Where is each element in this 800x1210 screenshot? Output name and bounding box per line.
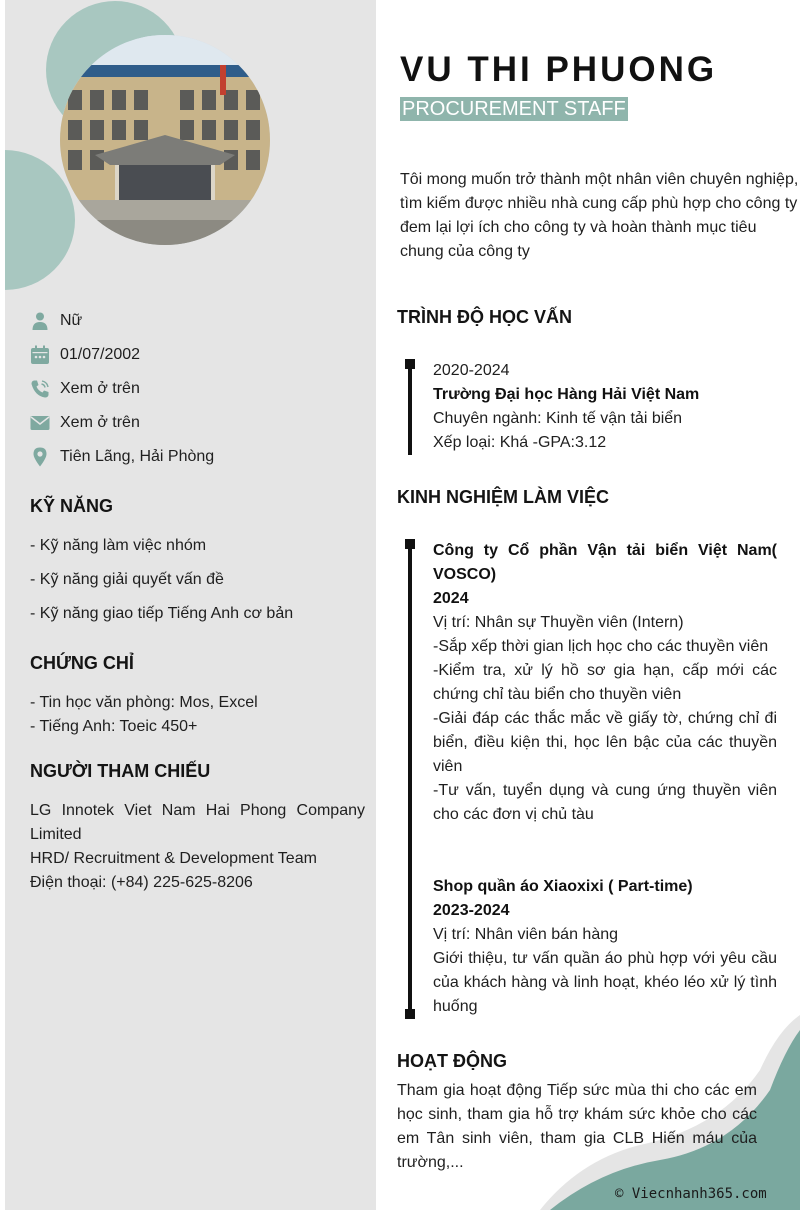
- reference-title: NGƯỜI THAM CHIẾU: [30, 761, 211, 781]
- skill-item: - Kỹ năng giao tiếp Tiếng Anh cơ bản: [30, 605, 294, 622]
- experience-task: Giới thiệu, tư vấn quần áo phù hợp với yêu cầu của khách hàng và linh hoạt, khéo léo xử lý tình huống: [433, 950, 777, 1015]
- experience-task: -Tư vấn, tuyển dụng và cung ứng thuyền viên cho các đơn vị chủ tàu: [433, 782, 777, 823]
- experience-entry: [433, 539, 777, 827]
- experience-year: 2024: [433, 590, 469, 607]
- education-entry: [433, 359, 778, 455]
- experience-task: -Giải đáp các thắc mắc về giấy tờ, chứng chỉ đi biển, điều kiện thi, học lên bậc của các thuyền viên: [433, 710, 777, 775]
- activities-text: Tham gia hoạt động Tiếp sức mùa thi cho các em học sinh, tham gia hỗ trợ khám sức khỏe cho các em Tân sinh viên, tham gia CLB Hiến máu của trường,...: [397, 1082, 757, 1171]
- info-email: [30, 406, 360, 440]
- experience-task: -Kiểm tra, xử lý hồ sơ gia hạn, cấp mới các chứng chỉ tàu biển cho thuyền viên: [433, 662, 777, 703]
- reference-team: HRD/ Recruitment & Development Team: [30, 850, 317, 867]
- phone-text: Xem ở trên: [60, 380, 140, 397]
- education-grade: Xếp loại: Khá -GPA:3.12: [433, 434, 607, 451]
- timeline-line: [408, 542, 412, 1014]
- experience-title: KINH NGHIỆM LÀM VIỆC: [397, 487, 610, 507]
- copyright-text: © Viecnhanh365.com: [615, 1186, 767, 1202]
- experience-company: Công ty Cổ phần Vận tải biển Việt Nam( VOSCO): [433, 542, 777, 583]
- person-icon: [30, 311, 50, 331]
- sidebar: [5, 0, 376, 1210]
- experience-position: Vị trí: Nhân viên bán hàng: [433, 926, 619, 943]
- experience-entry: [433, 875, 777, 1019]
- education-school: Trường Đại học Hàng Hải Việt Nam: [433, 386, 700, 403]
- reference-section: [30, 761, 365, 895]
- gender-text: Nữ: [60, 312, 83, 329]
- experience-task: -Sắp xếp thời gian lịch học cho các thuyền viên: [433, 638, 769, 655]
- birthday-text: 01/07/2002: [60, 346, 141, 363]
- skill-item: - Kỹ năng làm việc nhóm: [30, 537, 207, 554]
- job-title: PROCUREMENT STAFF: [402, 98, 626, 120]
- activities-title: HOẠT ĐỘNG: [397, 1051, 507, 1071]
- email-text: Xem ở trên: [60, 414, 140, 431]
- education-major: Chuyên ngành: Kinh tế vận tải biển: [433, 410, 683, 427]
- timeline-line: [408, 362, 412, 455]
- mail-icon: [30, 413, 50, 433]
- skill-item: - Kỹ năng giải quyết vấn đề: [30, 571, 224, 588]
- career-objective: Tôi mong muốn trở thành một nhân viên chuyên nghiệp, tìm kiếm được nhiều nhà cung cấp phù hợp cho công ty đem lại lợi ích cho công ty và hoàn thành mục tiêu chung của công ty: [400, 171, 799, 260]
- certificates-section: [30, 653, 365, 739]
- location-pin-icon: [30, 447, 50, 467]
- education-period: 2020-2024: [433, 362, 510, 379]
- address-text: Tiên Lãng, Hải Phòng: [60, 448, 215, 465]
- info-birthday: [30, 338, 360, 372]
- timeline-marker: [405, 1009, 415, 1019]
- skills-section: [30, 496, 365, 631]
- experience-company: Shop quần áo Xiaoxixi ( Part-time): [433, 878, 693, 895]
- phone-icon: [30, 379, 50, 399]
- info-phone: [30, 372, 360, 406]
- skills-title: KỸ NĂNG: [30, 496, 114, 516]
- certificate-item: - Tiếng Anh: Toeic 450+: [30, 718, 198, 735]
- certificates-title: CHỨNG CHỈ: [30, 653, 134, 673]
- full-name: VU THI PHUONG: [400, 50, 718, 89]
- building-photo: [60, 35, 270, 245]
- reference-phone: Điện thoại: (+84) 225-625-8206: [30, 874, 253, 891]
- personal-info: [30, 304, 360, 474]
- profile-photo: [60, 35, 270, 245]
- info-address: [30, 440, 360, 474]
- experience-position: Vị trí: Nhân sự Thuyền viên (Intern): [433, 614, 684, 631]
- info-gender: [30, 304, 360, 338]
- education-title: TRÌNH ĐỘ HỌC VẤN: [397, 307, 572, 327]
- calendar-icon: [30, 345, 50, 365]
- experience-year: 2023-2024: [433, 902, 510, 919]
- reference-company: LG Innotek Viet Nam Hai Phong Company Limited: [30, 802, 365, 843]
- certificate-item: - Tin học văn phòng: Mos, Excel: [30, 694, 258, 711]
